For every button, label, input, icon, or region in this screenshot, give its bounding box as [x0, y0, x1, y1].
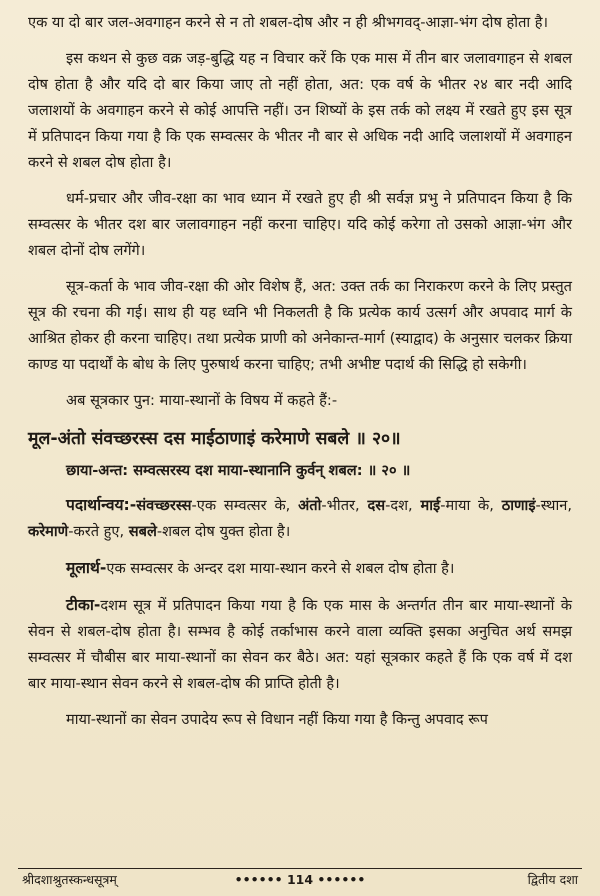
- tika: [28, 592, 572, 697]
- word-3: दस: [367, 497, 386, 514]
- meaning-5: -स्थान,: [535, 497, 572, 514]
- paragraph-1: एक या दो बार जल-अवगाहन करने से न तो शबल-दोष और न ही श्रीभगवद्-आज्ञा-भंग दोष होता है।: [28, 14, 549, 31]
- moolartha-lead: मूलार्थ-: [66, 559, 107, 577]
- word-7: सबले: [128, 523, 157, 540]
- tika-text: दशम सूत्र में प्रतिपादन किया गया है कि एक मास के अन्तर्गत तीन बार माया-स्थानों के सेवन से शबल-दोष होता है। सम्भव है कोई तर्काभास करने वाला व्यक्ति इसका अनुचित अर्थ समझ सम्वत्सर में चौबीस बार माया-स्थानों का सेवन कर बैठे। अत: यहां सूत्रकार कहते हैं कि एक वर्ष में दश बार माया-स्थान सेवन करने से शबल-दोष की प्राप्ति होती है।: [28, 597, 572, 692]
- meaning-2: -भीतर,: [321, 497, 368, 514]
- meaning-7: -शबल दोष युक्त होता है।: [156, 523, 291, 540]
- word-6: करेमाणे: [28, 523, 69, 540]
- word-2: अंतो: [298, 497, 322, 514]
- meaning-4: -माया के,: [440, 497, 502, 514]
- moolartha-text: एक सम्वत्सर के अन्दर दश माया-स्थान करने से शबल दोष होता है।: [106, 560, 455, 577]
- paragraph-last: माया-स्थानों का सेवन उपादेय रूप से विधान नहीं किया गया है किन्तु अपवाद रूप: [66, 711, 488, 728]
- word-4: माई: [420, 497, 441, 514]
- padartha-lead: पदार्थान्वय:-: [66, 496, 137, 514]
- paragraph-2: इस कथन से कुछ वक्र जड़-बुद्धि यह न विचार करें कि एक मास में तीन बार जलावगाहन से शबल दोष होता है और यदि दो बार किया जाए तो नहीं होता, अत: एक वर्ष के भीतर २४ बार नदी आदि जलाशयों के अवगाहन करने से कोई आपत्ति नहीं। उन शिष्यों के इस तर्क को लक्ष्य में रखते हुए इस सूत्र में प्रतिपादन किया गया है कि एक सम्वत्सर के भीतर नौ बार से अधिक नदी आदि जलाशयों में अवगाहन करने से शबल दोष होता है।: [28, 50, 572, 171]
- chaya-line: छाया-अन्त: सम्वत्सरस्य दश माया-स्थानानि कुर्वन् शबल: ॥ २० ॥: [66, 462, 411, 479]
- page-body: [28, 10, 572, 743]
- footer-book-title: श्रीदशाश्रुतस्कन्धसूत्रम्: [22, 872, 117, 887]
- footer-page-number: •••••• 114 ••••••: [234, 872, 366, 887]
- tika-lead: टीका-: [66, 596, 101, 614]
- word-1: संवच्छरस्स: [136, 497, 192, 514]
- paragraph-4: सूत्र-कर्ता के भाव जीव-रक्षा की ओर विशेष हैं, अत: उक्त तर्क का निराकरण करने के लिए प्रस्तुत सूत्र की रचना की गई। साथ ही यह ध्वनि भी निकलती है कि प्रत्येक कार्य उत्सर्ग और अपवाद मार्ग के आश्रित होकर ही करना चाहिए। तथा प्रत्येक प्राणी को अनेकान्त-मार्ग (स्याद्वाद) के अनुसार चलकर क्रिया काण्ड या पदार्थों के बोध के लिए पुरुषार्थ करना चाहिए; तभी अभीष्ट पदार्थ की सिद्धि हो सकेगी।: [28, 278, 572, 373]
- moola-sutra: मूल-अंतो संवच्छरस्स दस माईठाणाइं करेमाणे सबले ॥ २०॥: [28, 429, 401, 449]
- moolartha: [28, 555, 572, 582]
- meaning-3: -दश,: [385, 497, 421, 514]
- word-5: ठाणाइं: [501, 497, 536, 514]
- page-footer: [18, 868, 582, 891]
- footer-chapter: द्वितीय दशा: [527, 872, 578, 887]
- meaning-1: -एक सम्वत्सर के,: [191, 497, 299, 514]
- paragraph-3: धर्म-प्रचार और जीव-रक्षा का भाव ध्यान में रखते हुए ही श्री सर्वज्ञ प्रभु ने प्रतिपादन किया है कि सम्वत्सर के भीतर दश बार जलावगाहन नहीं करना चाहिए। यदि कोई करेगा तो उसको आज्ञा-भंग और शबल दोनों दोष लगेंगे।: [28, 190, 572, 259]
- meaning-6: -करते हुए,: [68, 523, 129, 540]
- paragraph-5: अब सूत्रकार पुन: माया-स्थानों के विषय में कहते हैं:-: [66, 392, 338, 409]
- padartha-anvaya: [28, 492, 572, 545]
